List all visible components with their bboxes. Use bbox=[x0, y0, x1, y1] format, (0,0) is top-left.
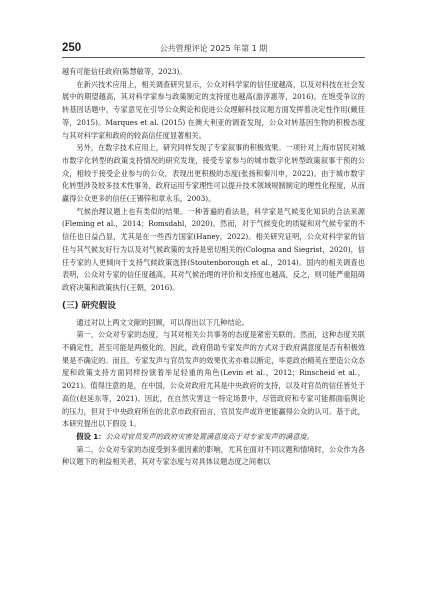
article-body bbox=[62, 66, 365, 469]
section-heading: (三) 研究假设 bbox=[62, 300, 116, 311]
paragraph-emerging-tech: 在新兴技术应用上，相关调查研究显示，公众对科学家的信任度越高，以及对科技在社会发展中的期望越高，其对科学家参与政策制定的支持度也越高(游淳惠等，2016)。在饱受争议的转基因话题中，专家意见在引导公众舆论和促进公众理解科技议题方面发挥着决定性作用(戴佳等，2015)。Marques et al. (2015) 在澳大利亚的调查发现，公众对转基因生物的积极态度与其对科学家和政府的较高信任度显著相关。 bbox=[62, 79, 365, 140]
paragraph-second-conclusion: 第二，公众对专家的态度受到多重因素的影响，尤其在面对不同议题和情境时，公众作为各种议题下的利益相关者，其对专家态度与对具体议题态度之间难以 bbox=[62, 444, 365, 467]
page-header bbox=[62, 42, 365, 56]
running-head: 公共管理评论 2025 年第 1 期 bbox=[159, 44, 268, 53]
paragraph-review-intro: 通过对以上两文文献的回顾，可以得出以下几种结论。 bbox=[76, 317, 249, 327]
paragraph-continuation: 越有可能信任政府(陈慧敏等，2023)。 bbox=[62, 67, 187, 76]
hypothesis-1 bbox=[62, 431, 365, 444]
paragraph-first-conclusion: 第一，公众对专家的态度，与其对相关公共事务的态度是紧密关联的。然而，这种态度关联不确定性，甚至可能是两极化的。因此，政府借助专家发声的方式对于政府满意度是否有积极效果是不确定的。而且，专家发声与官员发声的效果优劣亦难以断定，毕竟政治精英在塑造公众态度和政策支持方面同样扮演着举足轻重的角色(Levin et al.，2012；Rinscheid et al.，2021)。值得注意的是，在中国，公众对政府尤其是中央政府的支持，以及对官员的信任皆处于高位(赵延东等，2021)。因此，在自然灾害这一特定场景中，尽管政府和专家可能都面临舆论的压力，但对于中央政府所在的北京市政府而言，官员发声或许更能赢得公众的认可。基于此，本研究提出以下假设 1。 bbox=[62, 330, 365, 429]
paragraph-climate: 气候治理议题上也有类似的结果。一种普遍的看法是，科学家是气候变化知识的合法来源(Fleming et al.，2014；Romsdahl，2020)。然而，对于气候变化的质疑和对气候专家的不信任也日益凸显，尤其是在一些西方国家(Haney，2022)。相关研究证明，公众对科学家的信任与其气候友好行为以及对气候政策的支持是密切相关的(Cologna and Siegrist，2020)，信任专家的人更倾向于支持气候政策选择(Stoutenborough et al.，2014)。国内的相关调查也表明，公众对专家的信任度越高，其对气候治理的评价和支持度也越高，反之，则可能严重阻碍政府决策和政策执行(王朝，2016)。 bbox=[62, 206, 365, 292]
header-rule bbox=[62, 57, 365, 58]
paragraph-digital-tech: 另外，在数字技术应用上，研究同样发现了专家叙事的积极效果。一项针对上海市居民对城市数字化转型的政策支持情况的研究发现，接受专家参与的城市数字化转型政策叙事干预的公众，相较于接受企业参与的公众，表现出更积极的态度(张扬和秦川申，2022)。由于城市数字化转型涉及较多技术性事务，政府运用专家理性可以提升技术领域规制制定的理性化程度，从而赢得公众更多的信任(王锡锌和章永乐，2003)。 bbox=[62, 143, 365, 204]
page-number: 250 bbox=[62, 42, 82, 54]
hypothesis-text: 公众对官员发声的政府灾害处置满意度高于对专家发声的满意度。 bbox=[105, 431, 314, 441]
hypothesis-label: 假设 1： bbox=[76, 431, 106, 441]
